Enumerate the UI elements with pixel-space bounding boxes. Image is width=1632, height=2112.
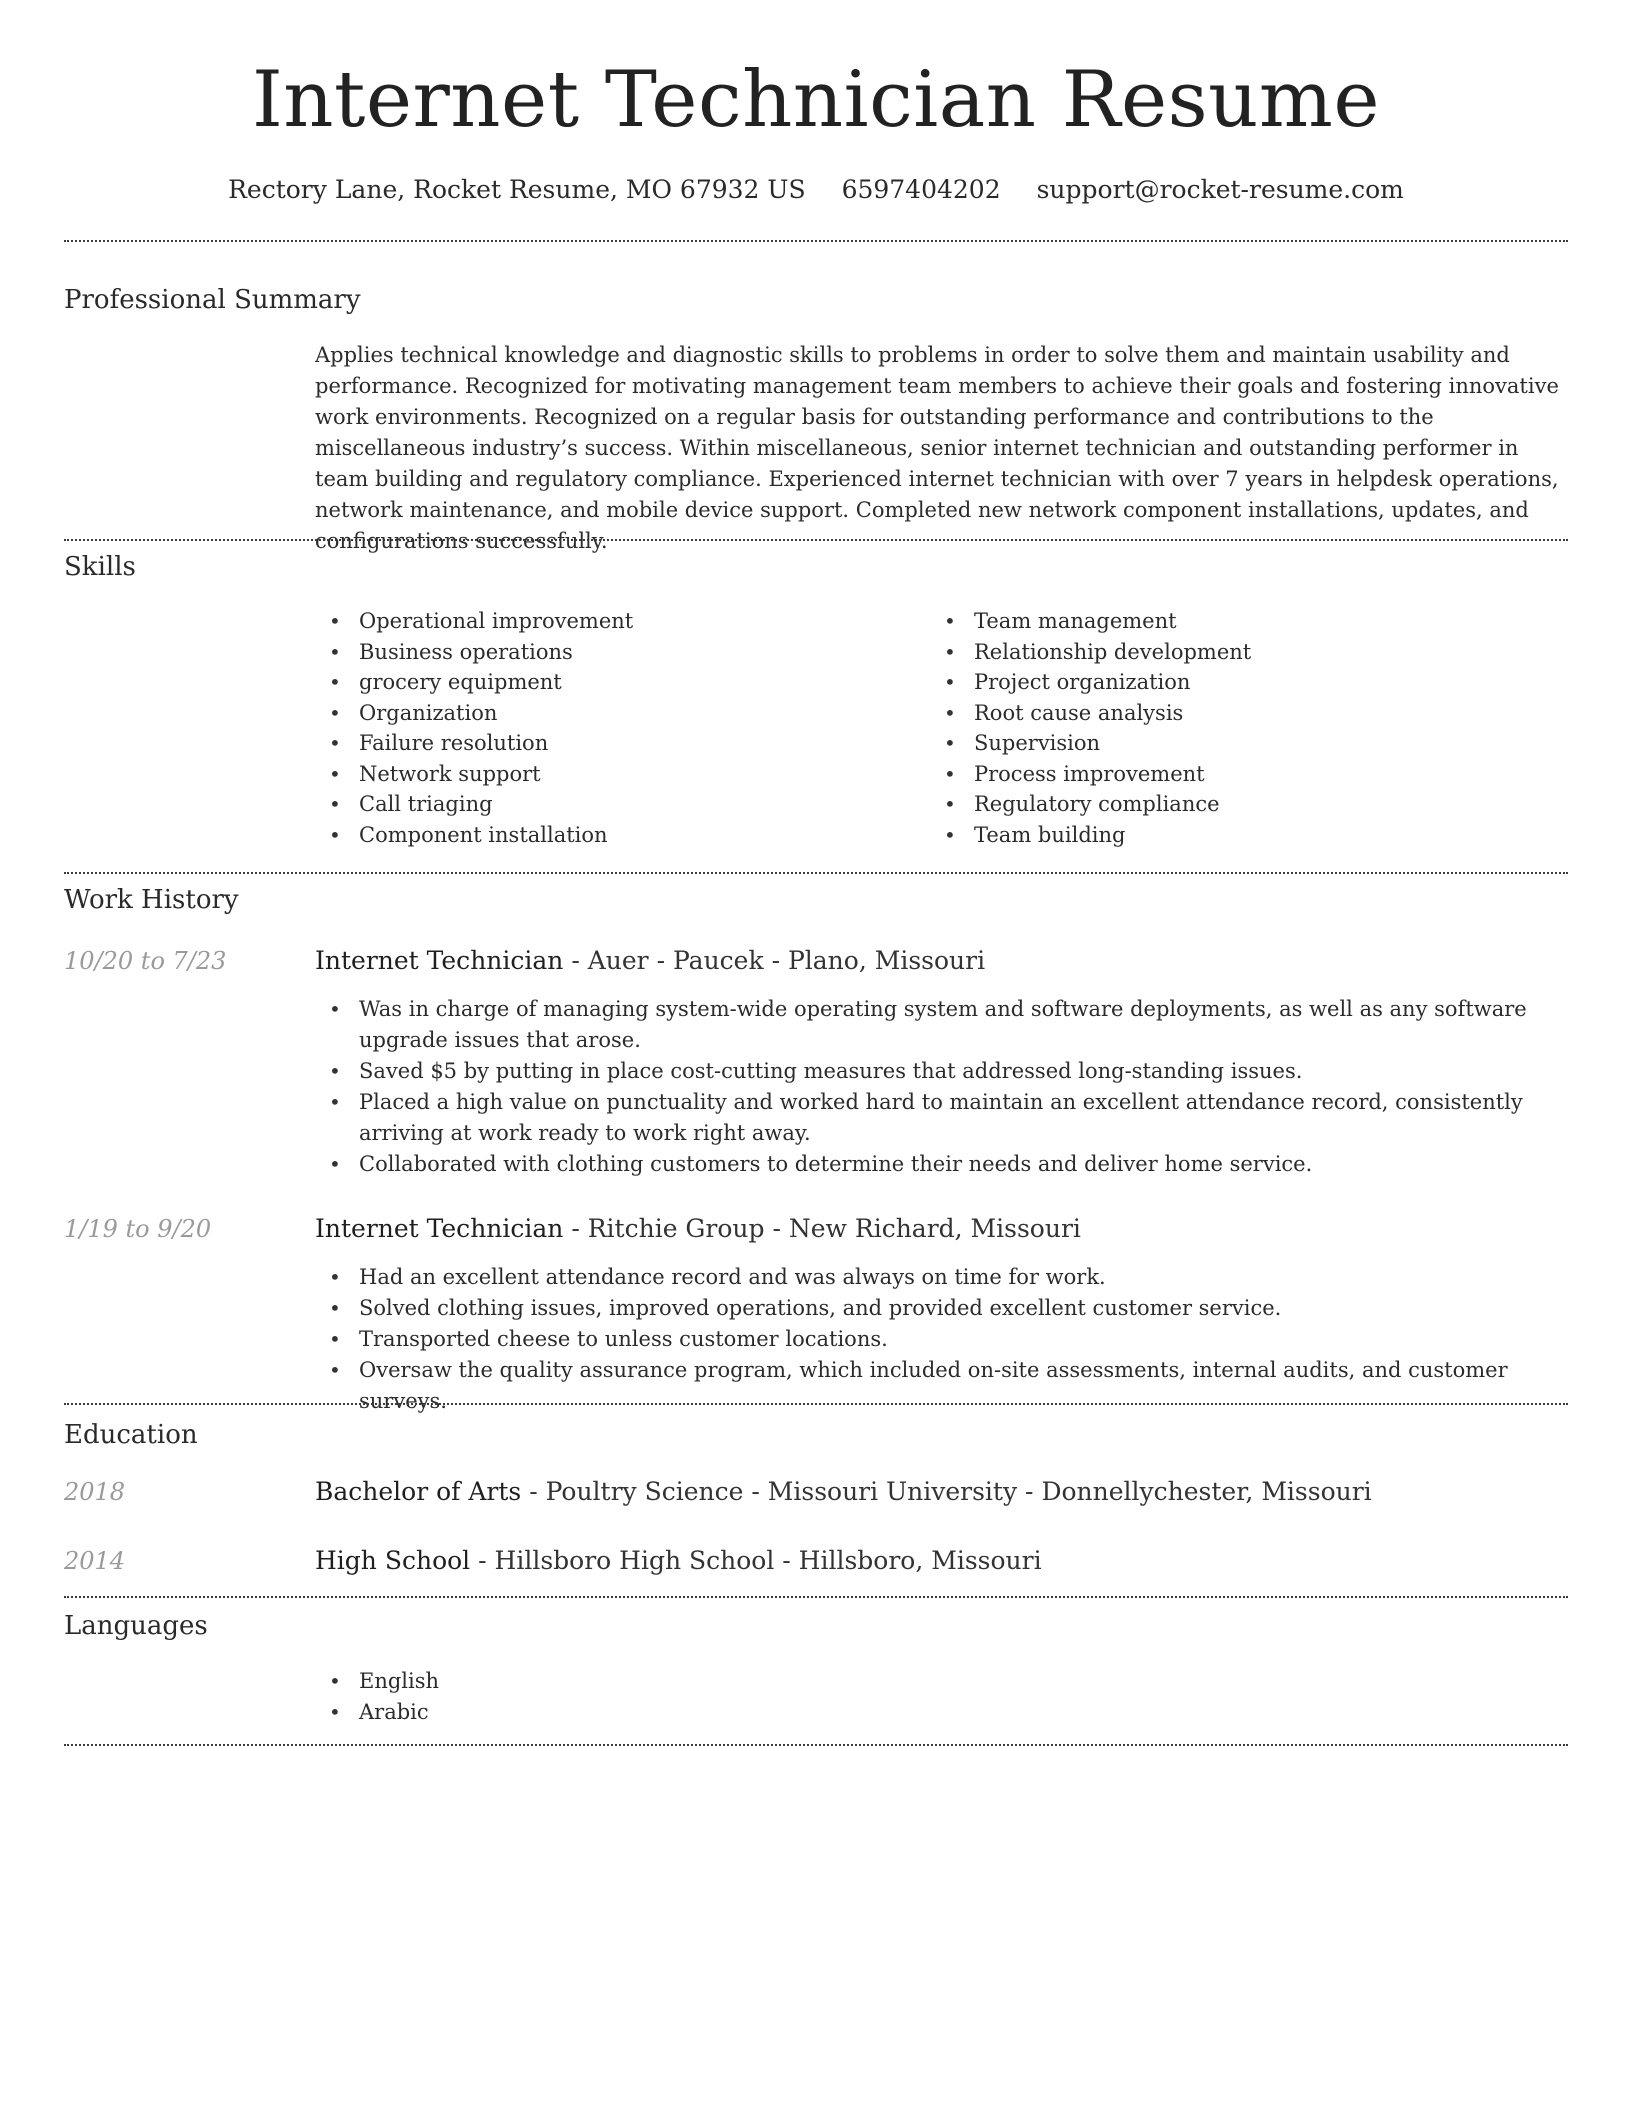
divider	[64, 539, 1568, 541]
job-bullet: • Had an excellent attendance record and was always on time for work.	[315, 1262, 1568, 1293]
education-entry	[315, 1475, 1372, 1509]
skill-item: • Network support	[315, 759, 915, 790]
education-details: - Hillsboro High School - Hillsboro, Missouri	[470, 1546, 1042, 1575]
job-position: Internet Technician	[315, 946, 564, 975]
skill-item: • grocery equipment	[315, 667, 915, 698]
job-bullet: • Transported cheese to unless customer locations.	[315, 1324, 1568, 1355]
languages-heading: Languages	[64, 1611, 208, 1641]
skill-item: • Supervision	[930, 728, 1530, 759]
skills-heading: Skills	[64, 552, 136, 582]
divider	[64, 1744, 1568, 1746]
divider	[64, 240, 1568, 242]
job-bullet: • Collaborated with clothing customers to determine their needs and deliver home service.	[315, 1149, 1568, 1180]
job-bullet: • Was in charge of managing system-wide operating system and software deployments, as well as any software upgrade issues that arose.	[315, 994, 1568, 1056]
skill-item: • Team management	[930, 606, 1530, 637]
job-bullets	[315, 1262, 1568, 1417]
skill-item: • Component installation	[315, 820, 915, 851]
contact-email: support@rocket-resume.com	[1036, 175, 1404, 204]
job-bullet: • Oversaw the quality assurance program, which included on-site assessments, internal audits, and customer surveys.	[315, 1355, 1568, 1417]
contact-address: Rectory Lane, Rocket Resume, MO 67932 US	[228, 175, 806, 204]
job-dates: 10/20 to 7/23	[64, 947, 227, 975]
resume-title: Internet Technician Resume	[251, 55, 1381, 145]
education-degree: Bachelor of Arts	[315, 1477, 522, 1506]
work-heading: Work History	[64, 885, 239, 915]
education-year: 2018	[64, 1478, 126, 1506]
job-title	[315, 1212, 1081, 1246]
language-item: • English	[315, 1666, 1568, 1697]
education-entry	[315, 1544, 1042, 1578]
skills-list-right	[930, 606, 1530, 850]
skill-item: • Project organization	[930, 667, 1530, 698]
language-item: • Arabic	[315, 1697, 1568, 1728]
job-title	[315, 944, 985, 978]
skills-list-left	[315, 606, 915, 850]
skill-item: • Operational improvement	[315, 606, 915, 637]
job-employer-location: - Auer - Paucek - Plano, Missouri	[563, 946, 986, 975]
job-position: Internet Technician	[315, 1214, 564, 1243]
skill-item: • Process improvement	[930, 759, 1530, 790]
skill-item: • Call triaging	[315, 789, 915, 820]
languages-list	[315, 1666, 1568, 1728]
education-year: 2014	[64, 1547, 126, 1575]
divider	[64, 1596, 1568, 1598]
skill-item: • Root cause analysis	[930, 698, 1530, 729]
contact-phone: 6597404202	[841, 175, 1001, 204]
job-bullet: • Solved clothing issues, improved operations, and provided excellent customer service.	[315, 1293, 1568, 1324]
contact-line	[64, 170, 1568, 210]
skill-item: • Business operations	[315, 637, 915, 668]
skill-item: • Failure resolution	[315, 728, 915, 759]
education-heading: Education	[64, 1420, 198, 1450]
education-details: - Poultry Science - Missouri University - Donnellychester, Missouri	[521, 1477, 1372, 1506]
summary-text: Applies technical knowledge and diagnostic skills to problems in order to solve them and maintain usability and performance. Recognized for motivating management team members to achieve their goals and fostering innovative work environments. Recognized on a regular basis for outstanding performance and contributions to the miscellaneous industry’s success. Within miscellaneous, senior internet technician and outstanding performer in team building and regulatory compliance. Experienced internet technician with over 7 years in helpdesk operations, network maintenance, and mobile device support. Completed new network component installations, updates, and configurations successfully.	[315, 343, 1559, 553]
skill-item: • Regulatory compliance	[930, 789, 1530, 820]
divider	[64, 1403, 1568, 1405]
job-bullets	[315, 994, 1568, 1180]
divider	[64, 872, 1568, 874]
skill-item: • Team building	[930, 820, 1530, 851]
skill-item: • Organization	[315, 698, 915, 729]
job-dates: 1/19 to 9/20	[64, 1215, 212, 1243]
summary-heading: Professional Summary	[64, 285, 361, 315]
job-bullet: • Saved $5 by putting in place cost-cutting measures that addressed long-standing issues.	[315, 1056, 1568, 1087]
job-bullet: • Placed a high value on punctuality and worked hard to maintain an excellent attendance record, consistently arriving at work ready to work right away.	[315, 1087, 1568, 1149]
education-degree: High School	[315, 1546, 471, 1575]
job-employer-location: - Ritchie Group - New Richard, Missouri	[563, 1214, 1081, 1243]
skill-item: • Relationship development	[930, 637, 1530, 668]
